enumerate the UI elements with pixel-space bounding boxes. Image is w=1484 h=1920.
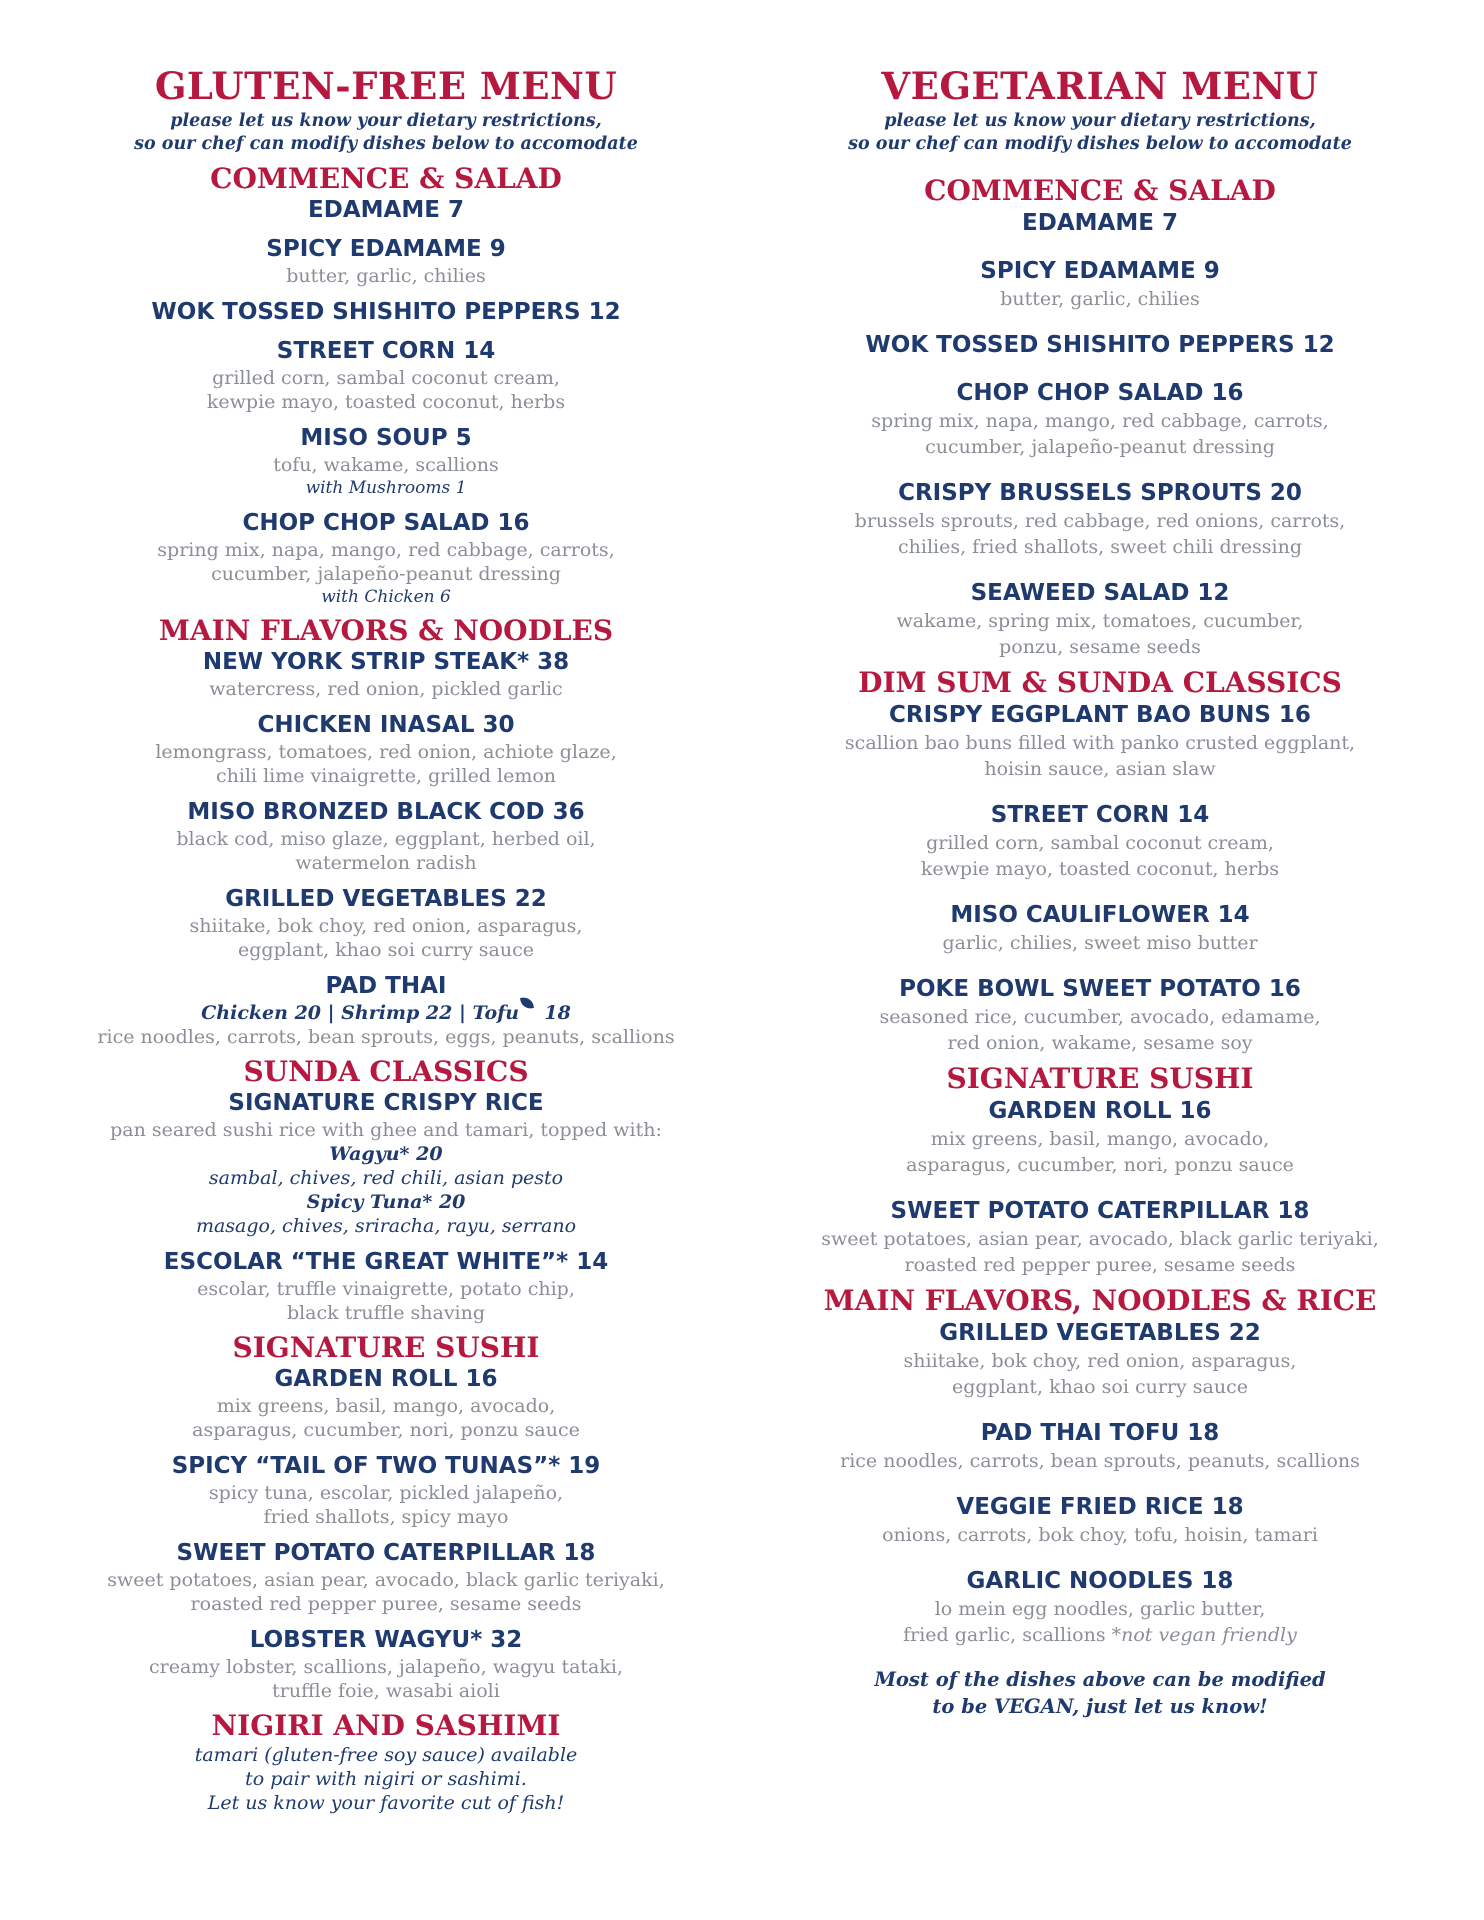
dish-chop-chop-salad: CHOP CHOP SALAD 16 — [956, 380, 1244, 406]
dish-grilled-vegetables: GRILLED VEGETABLES 22 — [939, 1320, 1261, 1346]
tagline-line: so our chef can modify dishes below to accomodate — [134, 134, 638, 154]
nigiri-note: tamari (gluten-free soy sauce) available — [194, 1744, 578, 1766]
dish-poke-bowl-sweet-potato: POKE BOWL SWEET POTATO 16 — [899, 976, 1301, 1002]
section-main-flavors-noodles: MAIN FLAVORS & NOODLES — [158, 614, 614, 647]
dish-description: spring mix, napa, mango, red cabbage, carrots, — [157, 539, 615, 561]
pad-thai-options — [86, 1001, 686, 1025]
crispy-rice-option-desc: sambal, chives, red chili, asian pesto — [208, 1167, 564, 1189]
dish-description: kewpie mayo, toasted coconut, herbs — [920, 858, 1280, 880]
garlic-noodles-desc: fried garlic, scallions — [903, 1624, 1106, 1646]
pad-thai-protein-options: Chicken 20 | Shrimp 22 | Tofu — [201, 1002, 520, 1024]
dish-description: watercress, red onion, pickled garlic — [209, 678, 563, 700]
dish-pad-thai-tofu: PAD THAI TOFU 18 — [980, 1420, 1220, 1446]
dish-sweet-potato-caterpillar: SWEET POTATO CATERPILLAR 18 — [176, 1540, 596, 1566]
dish-description: garlic, chilies, sweet miso butter — [942, 932, 1258, 954]
vegetarian-menu-column — [800, 62, 1400, 1720]
dish-pad-thai: PAD THAI — [325, 973, 447, 999]
dish-lobster-wagyu: LOBSTER WAGYU* 32 — [249, 1627, 523, 1653]
dish-spicy-edamame: SPICY EDAMAME 9 — [266, 236, 506, 262]
dish-description: rice noodles, carrots, bean sprouts, eggs, peanuts, scallions — [97, 1026, 675, 1048]
dish-garden-roll: GARDEN ROLL 16 — [274, 1366, 498, 1392]
section-main-flavors-noodles-rice: MAIN FLAVORS, NOODLES & RICE — [823, 1284, 1377, 1317]
dish-description: roasted red pepper puree, sesame seeds — [904, 1254, 1296, 1276]
dish-description: truffle foie, wasabi aioli — [272, 1680, 500, 1702]
dish-description: seasoned rice, cucumber, avocado, edamame, — [879, 1006, 1321, 1028]
dish-description: wakame, spring mix, tomatoes, cucumber, — [896, 610, 1304, 632]
dish-description: spring mix, napa, mango, red cabbage, carrots, — [871, 410, 1329, 432]
crispy-rice-option-spicy-tuna: Spicy Tuna* 20 — [306, 1191, 466, 1213]
dish-ny-strip-steak: NEW YORK STRIP STEAK* 38 — [202, 649, 570, 675]
section-nigiri-sashimi: NIGIRI AND SASHIMI — [211, 1709, 561, 1742]
not-vegan-note: *not vegan friendly — [1111, 1624, 1297, 1646]
dish-description: asparagus, cucumber, nori, ponzu sauce — [192, 1419, 580, 1441]
dish-description: creamy lobster, scallions, jalapeño, wagyu tataki, — [148, 1656, 624, 1678]
dish-description: mix greens, basil, mango, avocado, — [930, 1128, 1270, 1150]
dish-street-corn: STREET CORN 14 — [990, 802, 1210, 828]
tagline-line: so our chef can modify dishes below to accomodate — [848, 134, 1352, 154]
dish-description: eggplant, khao soi curry sauce — [952, 1376, 1248, 1398]
dish-description: ponzu, sesame seeds — [999, 636, 1201, 658]
nigiri-note: to pair with nigiri or sashimi. — [245, 1768, 527, 1790]
dish-description: lo mein egg noodles, garlic butter, — [934, 1598, 1266, 1620]
dish-garden-roll: GARDEN ROLL 16 — [988, 1098, 1212, 1124]
dish-description: spicy tuna, escolar, pickled jalapeño, — [208, 1482, 564, 1504]
dish-description: roasted red pepper puree, sesame seeds — [190, 1593, 582, 1615]
dish-chop-chop-salad: CHOP CHOP SALAD 16 — [242, 510, 530, 536]
dish-description: sweet potatoes, asian pear, avocado, black garlic teriyaki, — [821, 1228, 1379, 1250]
dish-signature-crispy-rice: SIGNATURE CRISPY RICE — [228, 1090, 544, 1116]
dish-description: hoisin sauce, asian slaw — [984, 758, 1216, 780]
dish-description: shiitake, bok choy, red onion, asparagus, — [903, 1350, 1297, 1372]
dish-description: lemongrass, tomatoes, red onion, achiote glaze, — [155, 741, 617, 763]
dish-description: butter, garlic, chilies — [1000, 288, 1200, 310]
crispy-rice-option-wagyu: Wagyu* 20 — [329, 1143, 443, 1165]
dish-description: black truffle shaving — [286, 1302, 486, 1324]
dish-description: butter, garlic, chilies — [286, 265, 486, 287]
section-sunda-classics: SUNDA CLASSICS — [243, 1055, 529, 1088]
dish-edamame: EDAMAME 7 — [308, 197, 464, 223]
dish-description: tofu, wakame, scallions — [273, 454, 499, 476]
dish-description: red onion, wakame, sesame soy — [947, 1032, 1253, 1054]
dish-description: chilies, fried shallots, sweet chili dressing — [898, 536, 1302, 558]
dish-description: sweet potatoes, asian pear, avocado, black garlic teriyaki, — [107, 1569, 665, 1591]
dish-addon-note: with Mushrooms 1 — [305, 478, 467, 498]
dish-description: mix greens, basil, mango, avocado, — [216, 1395, 556, 1417]
dish-crispy-eggplant-bao-buns: CRISPY EGGPLANT BAO BUNS 16 — [889, 702, 1311, 728]
tagline-line: please let us know your dietary restrictions, — [884, 111, 1316, 131]
dish-description: grilled corn, sambal coconut cream, — [926, 832, 1274, 854]
section-dim-sum-sunda-classics: DIM SUM & SUNDA CLASSICS — [858, 666, 1342, 699]
dish-description: scallion bao buns filled with panko crusted eggplant, — [844, 732, 1356, 754]
dish-street-corn: STREET CORN 14 — [276, 338, 496, 364]
dish-description: eggplant, khao soi curry sauce — [238, 939, 534, 961]
dish-miso-bronzed-black-cod: MISO BRONZED BLACK COD 36 — [187, 799, 585, 825]
dish-miso-cauliflower: MISO CAULIFLOWER 14 — [950, 902, 1250, 928]
pad-thai-tofu-price: 18 — [544, 1002, 571, 1024]
dish-description: black cod, miso glaze, eggplant, herbed oil, — [176, 828, 596, 850]
dish-veggie-fried-rice: VEGGIE FRIED RICE 18 — [956, 1494, 1244, 1520]
tagline-line: please let us know your dietary restrictions, — [170, 111, 602, 131]
dish-description: rice noodles, carrots, bean sprouts, peanuts, scallions — [840, 1450, 1360, 1472]
vegan-footer-note: to be VEGAN, just let us know! — [932, 1695, 1268, 1718]
section-commence-salad: COMMENCE & SALAD — [210, 162, 562, 195]
dish-description: cucumber, jalapeño-peanut dressing — [925, 436, 1275, 458]
dish-escolar: ESCOLAR “THE GREAT WHITE”* 14 — [163, 1249, 609, 1275]
dish-seaweed-salad: SEAWEED SALAD 12 — [970, 580, 1230, 606]
vegan-footer-note: Most of the dishes above can be modified — [874, 1668, 1326, 1691]
section-signature-sushi: SIGNATURE SUSHI — [946, 1062, 1254, 1095]
crispy-rice-option-desc: masago, chives, sriracha, rayu, serrano — [195, 1215, 577, 1237]
dish-description: escolar, truffle vinaigrette, potato chip, — [197, 1278, 575, 1300]
section-signature-sushi: SIGNATURE SUSHI — [232, 1331, 540, 1364]
dish-description: pan seared sushi rice with ghee and tamari, topped with: — [110, 1119, 662, 1141]
dish-description: fried shallots, spicy mayo — [263, 1506, 509, 1528]
dish-spicy-edamame: SPICY EDAMAME 9 — [980, 258, 1220, 284]
dish-description — [800, 1622, 1400, 1648]
dish-description: shiitake, bok choy, red onion, asparagus, — [189, 915, 583, 937]
dish-description: watermelon radish — [295, 852, 477, 874]
vegetarian-menu-title: VEGETARIAN MENU — [881, 64, 1319, 108]
dish-grilled-vegetables: GRILLED VEGETABLES 22 — [225, 886, 547, 912]
dish-addon-note: with Chicken 6 — [321, 587, 451, 607]
dish-description: onions, carrots, bok choy, tofu, hoisin, tamari — [882, 1524, 1318, 1546]
dish-description: brussels sprouts, red cabbage, red onions, carrots, — [854, 510, 1346, 532]
dish-description: chili lime vinaigrette, grilled lemon — [215, 765, 557, 787]
dish-tail-of-two-tunas: SPICY “TAIL OF TWO TUNAS”* 19 — [171, 1453, 601, 1479]
dish-miso-soup: MISO SOUP 5 — [300, 425, 472, 451]
dish-description: grilled corn, sambal coconut cream, — [212, 367, 560, 389]
section-commence-salad: COMMENCE & SALAD — [924, 174, 1276, 207]
dish-description: kewpie mayo, toasted coconut, herbs — [206, 391, 566, 413]
dish-chicken-inasal: CHICKEN INASAL 30 — [257, 712, 515, 738]
nigiri-note: Let us know your favorite cut of fish! — [207, 1792, 565, 1814]
dish-sweet-potato-caterpillar: SWEET POTATO CATERPILLAR 18 — [890, 1198, 1310, 1224]
dish-description: cucumber, jalapeño-peanut dressing — [211, 563, 561, 585]
gluten-free-menu-column — [86, 62, 686, 1815]
dish-description: asparagus, cucumber, nori, ponzu sauce — [906, 1154, 1294, 1176]
dish-crispy-brussels-sprouts: CRISPY BRUSSELS SPROUTS 20 — [898, 480, 1302, 506]
dish-shishito-peppers: WOK TOSSED SHISHITO PEPPERS 12 — [865, 332, 1335, 358]
dish-garlic-noodles: GARLIC NOODLES 18 — [966, 1568, 1234, 1594]
dish-shishito-peppers: WOK TOSSED SHISHITO PEPPERS 12 — [151, 299, 621, 325]
gluten-free-menu-title: GLUTEN-FREE MENU — [154, 64, 618, 108]
dish-edamame: EDAMAME 7 — [1022, 210, 1178, 236]
